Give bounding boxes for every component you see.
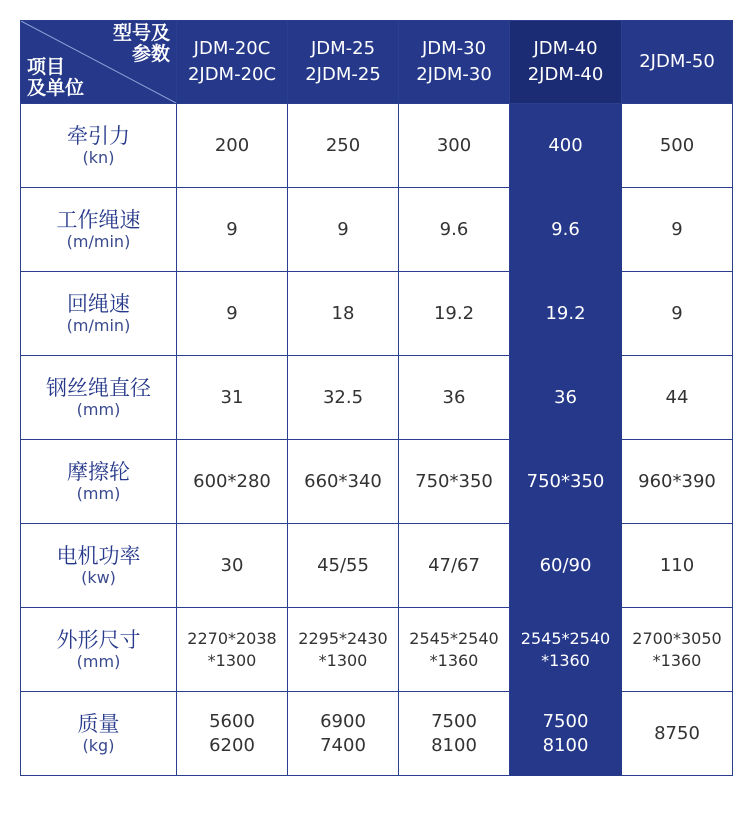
table-row — [21, 272, 733, 356]
value-cell: 200 — [177, 104, 288, 188]
corner-top-label: 型号及 参数 — [112, 22, 170, 65]
row-label: 回绳速 (m/min) — [21, 272, 177, 356]
value-cell: 2545*2540 *1360 — [399, 608, 510, 692]
value-cell-highlighted: 2545*2540 *1360 — [510, 608, 622, 692]
value-cell: 31 — [177, 356, 288, 440]
value-cell: 9 — [288, 188, 399, 272]
model-header: JDM-20C 2JDM-20C — [177, 21, 288, 104]
model-header: 2JDM-50 — [622, 21, 733, 104]
value-cell-highlighted: 750*350 — [510, 440, 622, 524]
value-cell: 36 — [399, 356, 510, 440]
value-cell: 45/55 — [288, 524, 399, 608]
value-cell: 18 — [288, 272, 399, 356]
value-cell: 30 — [177, 524, 288, 608]
value-cell: 9 — [177, 272, 288, 356]
value-cell: 9 — [622, 188, 733, 272]
table-row — [21, 440, 733, 524]
value-cell: 5600 6200 — [177, 692, 288, 776]
row-label: 工作绳速 (m/min) — [21, 188, 177, 272]
value-cell: 9.6 — [399, 188, 510, 272]
value-cell: 6900 7400 — [288, 692, 399, 776]
value-cell: 750*350 — [399, 440, 510, 524]
value-cell: 960*390 — [622, 440, 733, 524]
value-cell: 32.5 — [288, 356, 399, 440]
value-cell: 19.2 — [399, 272, 510, 356]
table-row — [21, 104, 733, 188]
value-cell-highlighted: 36 — [510, 356, 622, 440]
value-cell: 2270*2038 *1300 — [177, 608, 288, 692]
value-cell: 2295*2430 *1300 — [288, 608, 399, 692]
model-header-highlighted: JDM-40 2JDM-40 — [510, 21, 622, 104]
value-cell-highlighted: 19.2 — [510, 272, 622, 356]
value-cell: 8750 — [622, 692, 733, 776]
value-cell: 500 — [622, 104, 733, 188]
header-corner — [21, 21, 177, 104]
table-row — [21, 188, 733, 272]
table-row — [21, 608, 733, 692]
table-row — [21, 356, 733, 440]
value-cell: 9 — [177, 188, 288, 272]
value-cell-highlighted: 60/90 — [510, 524, 622, 608]
value-cell: 47/67 — [399, 524, 510, 608]
table-row — [21, 524, 733, 608]
value-cell-highlighted: 9.6 — [510, 188, 622, 272]
value-cell: 600*280 — [177, 440, 288, 524]
table-body — [21, 104, 733, 776]
value-cell: 250 — [288, 104, 399, 188]
value-cell-highlighted: 400 — [510, 104, 622, 188]
row-label: 牵引力 (kn) — [21, 104, 177, 188]
corner-bottom-label: 项目 及单位 — [27, 56, 85, 99]
model-header: JDM-30 2JDM-30 — [399, 21, 510, 104]
value-cell: 2700*3050 *1360 — [622, 608, 733, 692]
value-cell: 110 — [622, 524, 733, 608]
value-cell: 300 — [399, 104, 510, 188]
value-cell-highlighted: 7500 8100 — [510, 692, 622, 776]
row-label: 电机功率 (kw) — [21, 524, 177, 608]
value-cell: 7500 8100 — [399, 692, 510, 776]
row-label: 外形尺寸 (mm) — [21, 608, 177, 692]
spec-table — [20, 20, 733, 776]
model-header: JDM-25 2JDM-25 — [288, 21, 399, 104]
row-label: 质量 (kg) — [21, 692, 177, 776]
table-row — [21, 692, 733, 776]
row-label: 摩擦轮 (mm) — [21, 440, 177, 524]
value-cell: 660*340 — [288, 440, 399, 524]
header-row — [21, 21, 733, 104]
row-label: 钢丝绳直径 (mm) — [21, 356, 177, 440]
value-cell: 9 — [622, 272, 733, 356]
value-cell: 44 — [622, 356, 733, 440]
